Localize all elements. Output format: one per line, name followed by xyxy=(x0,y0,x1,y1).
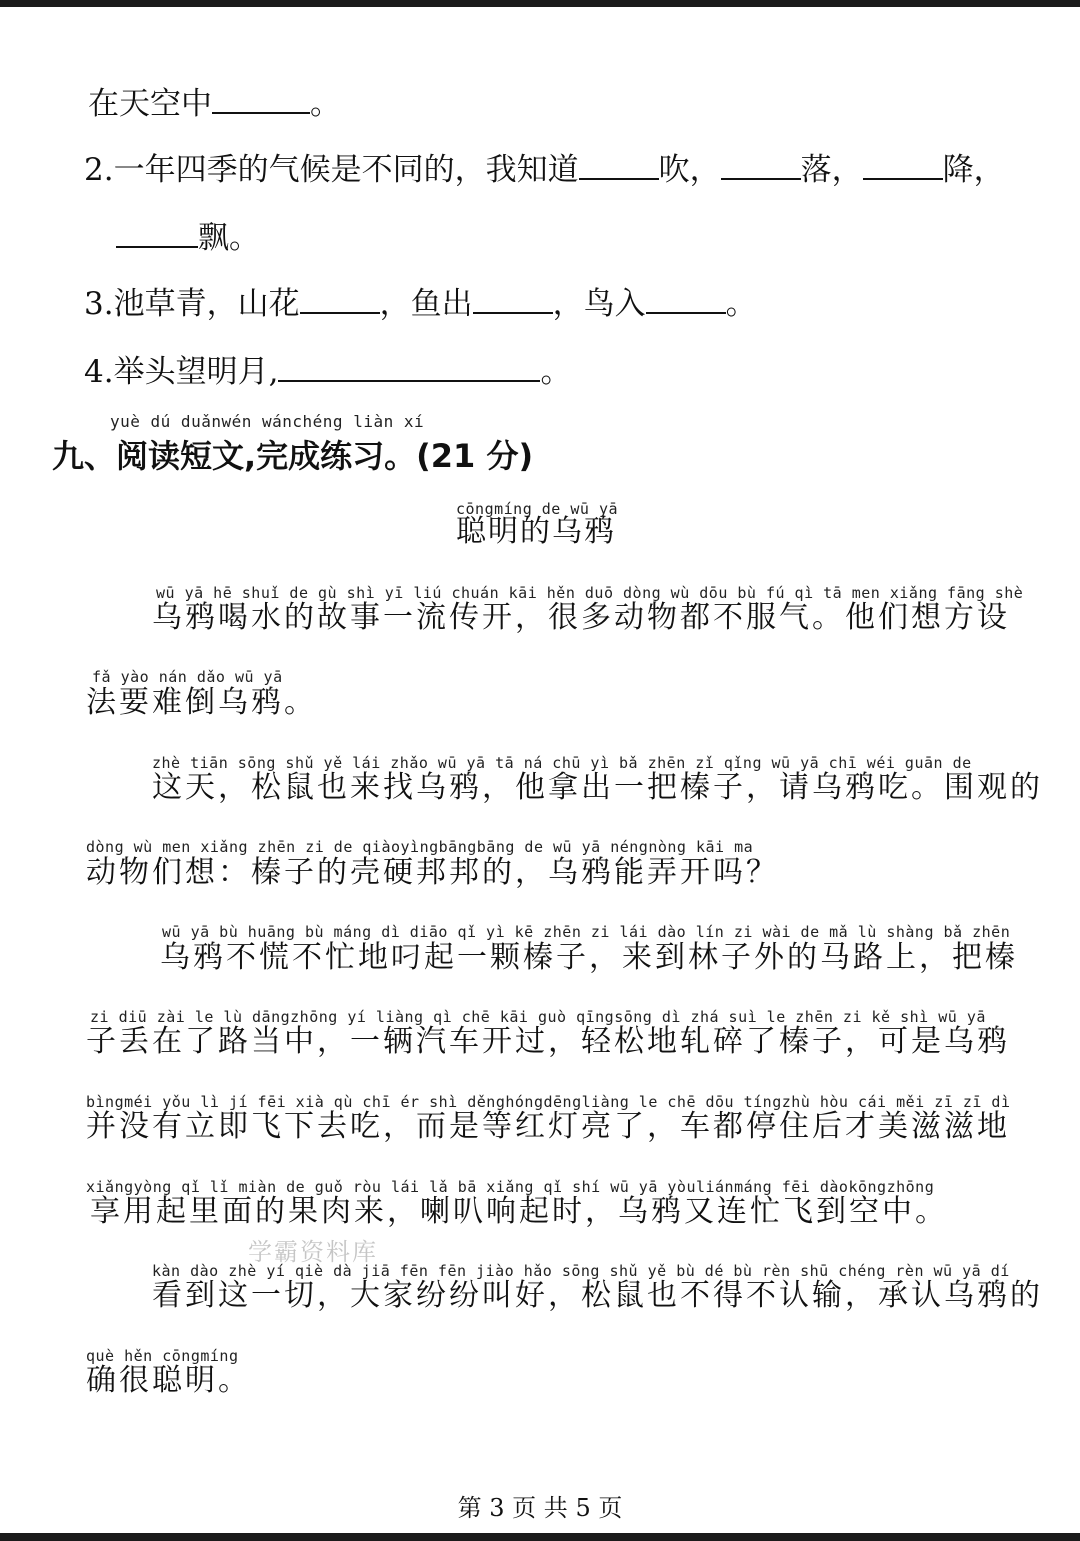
answer-blank[interactable] xyxy=(721,150,801,180)
story-line: 看到这一切，大家纷纷叫好，松鼠也不得不认输，承认乌鸦的 xyxy=(152,1278,1043,1313)
question-2-cont: 飘。 xyxy=(116,218,260,258)
pinyin-line: zhè tiān sōng shǔ yě lái zhǎo wū yā tā ná chū yì bǎ zhēn zǐ qǐng wū yā chī wéi guān de xyxy=(152,754,972,772)
story-line: 乌鸦不慌不忙地叼起一颗榛子，来到林子外的马路上，把榛 xyxy=(160,940,1018,975)
answer-blank[interactable] xyxy=(300,284,380,314)
pinyin-line: wū yā hē shuǐ de gù shì yī liú chuán kāi hěn duō dòng wù dōu bù fú qì tā men xiǎng fāng shè xyxy=(156,584,1024,602)
pinyin-line: kàn dào zhè yí qiè dà jiā fēn fēn jiào hǎo sōng shǔ yě bù dé bù rèn shū chéng rèn wū yā dí xyxy=(152,1262,1010,1280)
top-border xyxy=(0,0,1080,7)
answer-blank[interactable] xyxy=(473,284,553,314)
answer-blank[interactable] xyxy=(646,284,726,314)
pinyin-line: zi diū zài le lù dāngzhōng yí liàng qì chē kāi guò qīngsōng dì zhá suì le zhēn zi kě shì wū yā xyxy=(90,1008,986,1026)
section-heading: 九、阅读短文,完成练习。(21 分) xyxy=(52,437,534,475)
answer-blank[interactable] xyxy=(863,150,943,180)
pinyin-line: bìngméi yǒu lì jí fēi xià qù chī ér shì děnghóngdēngliàng le chē dōu tíngzhù hòu cái měi zī zī dì xyxy=(86,1093,1011,1111)
story-title-pinyin: cōngmíng de wū yā xyxy=(456,500,619,518)
current-page-number: 3 xyxy=(489,1494,505,1522)
pinyin-line: dòng wù men xiǎng zhēn zi de qiàoyìngbāngbāng de wū yā néngnòng kāi ma xyxy=(86,838,754,856)
story-line: 子丢在了路当中，一辆汽车开过，轻松地轧碎了榛子，可是乌鸦 xyxy=(86,1024,1010,1059)
page-footer: 第 3 页 共 5 页 xyxy=(457,1494,623,1522)
answer-blank[interactable] xyxy=(212,84,310,114)
pinyin-line: què hěn cōngmíng xyxy=(86,1347,239,1365)
question-4: 4.举头望明月, 。 xyxy=(84,354,572,390)
bottom-border xyxy=(0,1533,1080,1541)
pinyin-line: wū yā bù huāng bù máng dì diāo qǐ yì kē zhēn zi lái dào lín zi wài de mǎ lù shàng bǎ zhēn xyxy=(162,923,1011,941)
answer-blank[interactable] xyxy=(278,352,540,382)
story-line: 动物们想：榛子的壳硬邦邦的，乌鸦能弄开吗？ xyxy=(86,855,779,890)
question-3: 3.池草青，山花 ，鱼出 ，鸟入 。 xyxy=(84,286,757,322)
story-line: 并没有立即飞下去吃，而是等红灯亮了，车都停住后才美滋滋地 xyxy=(86,1109,1010,1144)
story-line: 这天，松鼠也来找乌鸦，他拿出一把榛子，请乌鸦吃。围观的 xyxy=(152,770,1043,805)
story-line: 法要难倒乌鸦。 xyxy=(86,685,317,720)
pinyin-line: fǎ yào nán dǎo wū yā xyxy=(92,668,283,686)
pinyin-line: xiǎngyòng qǐ lǐ miàn de guǒ ròu lái lǎ bā xiǎng qǐ shí wū yā yòuliánmáng fēi dàokōngzhōng xyxy=(86,1178,935,1196)
story-title: 聪明的乌鸦 xyxy=(456,514,616,549)
total-page-number: 5 xyxy=(575,1494,591,1522)
watermark: 学霸资料库 xyxy=(248,1238,378,1266)
story-line: 确很聪明。 xyxy=(86,1363,251,1398)
question-2: 2.一年四季的气候是不同的，我知道 吹， 落， 降， xyxy=(84,152,1005,188)
story-line: 乌鸦喝水的故事一流传开，很多动物都不服气。他们想方设 xyxy=(152,600,1010,635)
section-pinyin: yuè dú duǎnwén wánchéng liàn xí xyxy=(110,412,425,431)
story-line: 享用起里面的果肉来，喇叭响起时，乌鸦又连忙飞到空中。 xyxy=(90,1194,948,1229)
answer-blank[interactable] xyxy=(116,218,198,248)
answer-blank[interactable] xyxy=(579,150,659,180)
fill-line-1: 在天空中 。 xyxy=(88,86,341,122)
